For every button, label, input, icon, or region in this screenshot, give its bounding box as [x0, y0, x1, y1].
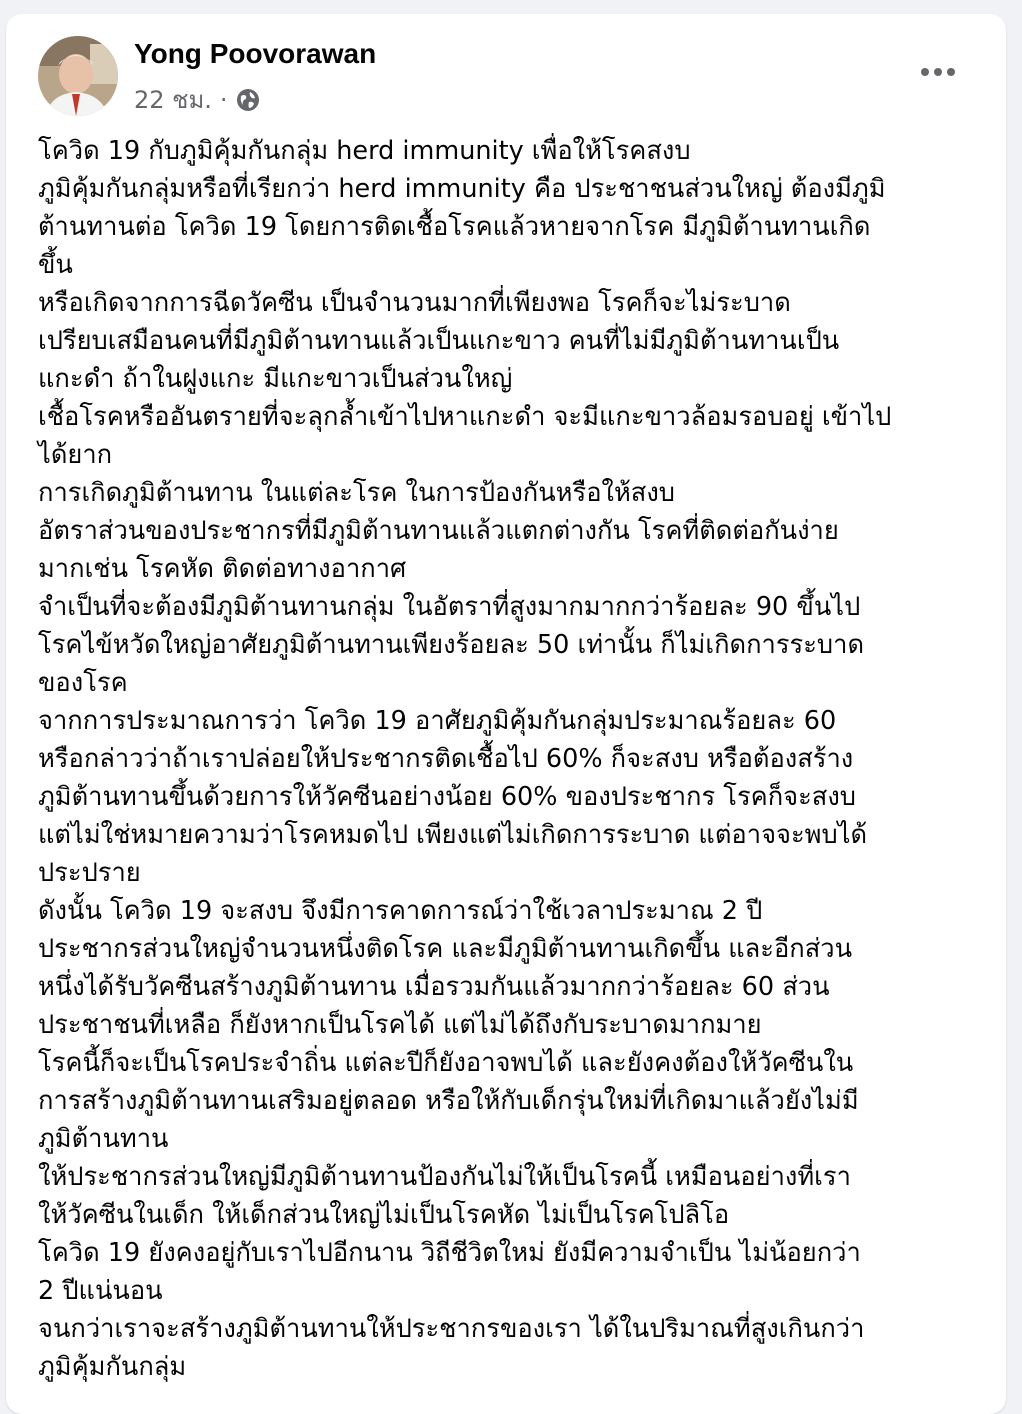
post-text-line: แต่ไม่ใช่หมายความว่าโรคหมดไป เพียงแต่ไม่เกิดการระบาด แต่อาจจะพบได้	[38, 820, 868, 850]
globe-icon[interactable]	[236, 88, 260, 112]
post-text-line: 2 ปีแน่นอน	[38, 1276, 163, 1306]
post-text-line: ประชาชนที่เหลือ ก็ยังหากเป็นโรคได้ แต่ไม่ได้ถึงกับระบาดมากมาย	[38, 1010, 762, 1040]
post-text-line: ภูมิต้านทานขึ้นด้วยการให้วัคซีนอย่างน้อย 60% ของประชากร โรคก็จะสงบ	[38, 782, 856, 812]
post-text-line: ประปราย	[38, 858, 141, 888]
post-text-line: จากการประมาณการว่า โควิด 19 อาศัยภูมิคุ้มกันกลุ่มประมาณร้อยละ 60	[38, 706, 837, 736]
post-card	[6, 14, 1006, 1414]
post-text-line: เปรียบเสมือนคนที่มีภูมิต้านทานแล้วเป็นแกะขาว คนที่ไม่มีภูมิต้านทานเป็น	[38, 326, 840, 356]
post-text-line: ได้ยาก	[38, 440, 113, 470]
post-text-line: อัตราส่วนของประชากรที่มีภูมิต้านทานแล้วแตกต่างกัน โรคที่ติดต่อกันง่าย	[38, 516, 839, 546]
post-text-line: ดังนั้น โควิด 19 จะสงบ จึงมีการคาดการณ์ว่าใช้เวลาประมาณ 2 ปี	[38, 896, 763, 926]
post-text-line: หนึ่งได้รับวัคซีนสร้างภูมิต้านทาน เมื่อรวมกันแล้วมากกว่าร้อยละ 60 ส่วน	[38, 972, 830, 1002]
post-text-line: ประชากรส่วนใหญ่จำนวนหนึ่งติดโรค และมีภูมิต้านทานเกิดขึ้น และอีกส่วน	[38, 934, 853, 964]
post-text-line: หรือกล่าวว่าถ้าเราปล่อยให้ประชากรติดเชื้อไป 60% ก็จะสงบ หรือต้องสร้าง	[38, 744, 854, 774]
post-text	[38, 132, 988, 1386]
post-text-line: แกะดำ ถ้าในฝูงแกะ มีแกะขาวเป็นส่วนใหญ่	[38, 364, 513, 394]
post-text-line: การสร้างภูมิต้านทานเสริมอยู่ตลอด หรือให้กับเด็กรุ่นใหม่ที่เกิดมาแล้วยังไม่มี	[38, 1086, 859, 1116]
post-text-line: ให้วัคซีนในเด็ก ให้เด็กส่วนใหญ่ไม่เป็นโรคหัด ไม่เป็นโรคโปลิโอ	[38, 1200, 730, 1230]
post-text-line: ภูมิคุ้มกันกลุ่มหรือที่เรียกว่า herd immunity คือ ประชาชนส่วนใหญ่ ต้องมีภูมิ	[38, 174, 886, 204]
post-meta	[134, 80, 260, 119]
post-text-line: โรคนี้ก็จะเป็นโรคประจำถิ่น แต่ละปีก็ยังอาจพบได้ และยังคงต้องให้วัคซีนใน	[38, 1048, 854, 1078]
post-text-line: จนกว่าเราจะสร้างภูมิต้านทานให้ประชากรของเรา ได้ในปริมาณที่สูงเกินกว่า	[38, 1314, 865, 1344]
post-text-line: ขึ้น	[38, 250, 73, 280]
post-timestamp[interactable]: 22 ชม.	[134, 86, 212, 114]
post-text-line: โควิด 19 กับภูมิคุ้มกันกลุ่ม herd immunity เพื่อให้โรคสงบ	[38, 136, 691, 166]
author-name[interactable]: Yong Poovorawan	[134, 38, 377, 69]
post-text-line: เชื้อโรคหรืออันตรายที่จะลุกล้ำเข้าไปหาแกะดำ จะมีแกะขาวล้อมรอบอยู่ เข้าไป	[38, 402, 892, 432]
avatar[interactable]	[38, 36, 118, 116]
meta-separator: ·	[219, 85, 228, 114]
post-text-line: ภูมิต้านทาน	[38, 1124, 169, 1154]
more-options-icon[interactable]	[920, 64, 956, 80]
post-text-line: หรือเกิดจากการฉีดวัคซีน เป็นจำนวนมากที่เพียงพอ โรคก็จะไม่ระบาด	[38, 288, 791, 318]
post-text-line: จำเป็นที่จะต้องมีภูมิต้านทานกลุ่ม ในอัตราที่สูงมากมากกว่าร้อยละ 90 ขึ้นไป	[38, 592, 861, 622]
post-text-line: ภูมิคุ้มกันกลุ่ม	[38, 1352, 187, 1382]
post-text-line: การเกิดภูมิต้านทาน ในแต่ละโรค ในการป้องกันหรือให้สงบ	[38, 478, 675, 508]
post-text-line: โรคไข้หวัดใหญ่อาศัยภูมิต้านทานเพียงร้อยละ 50 เท่านั้น ก็ไม่เกิดการระบาด	[38, 630, 864, 660]
post-text-line: ของโรค	[38, 668, 128, 698]
post-text-line: โควิด 19 ยังคงอยู่กับเราไปอีกนาน วิถีชีวิตใหม่ ยังมีความจำเป็น ไม่น้อยกว่า	[38, 1238, 861, 1268]
post-text-line: ต้านทานต่อ โควิด 19 โดยการติดเชื้อโรคแล้วหายจากโรค มีภูมิต้านทานเกิด	[38, 212, 871, 242]
post-text-line: ให้ประชากรส่วนใหญ่มีภูมิต้านทานป้องกันไม่ให้เป็นโรคนี้ เหมือนอย่างที่เรา	[38, 1162, 851, 1192]
post-text-line: มากเช่น โรคหัด ติดต่อทางอากาศ	[38, 554, 407, 584]
